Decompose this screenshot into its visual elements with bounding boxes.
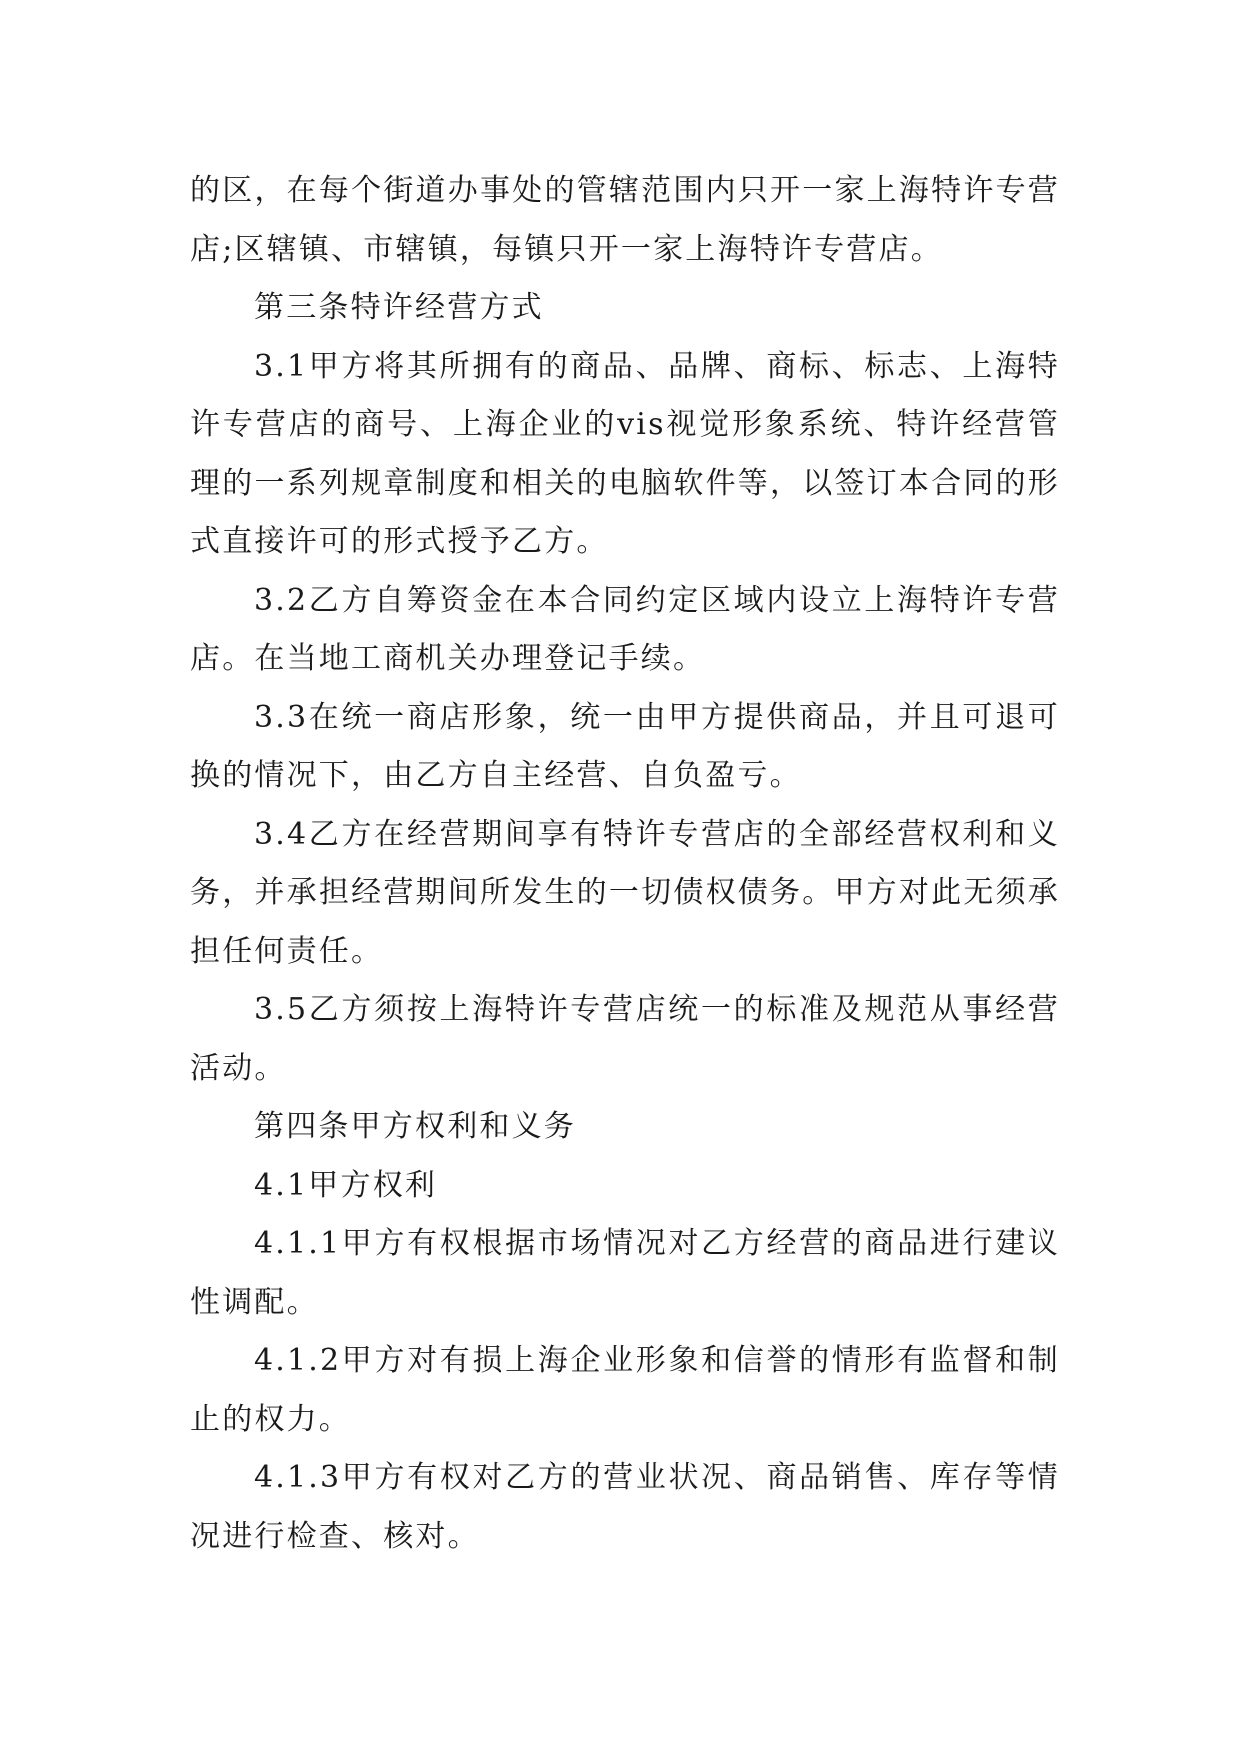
clause-4-1-3: 4.1.3甲方有权对乙方的营业状况、商品销售、库存等情况进行检查、核对。 [190,1460,1060,1554]
document-body [190,162,1060,1566]
clause-4-1: 4.1甲方权利 [254,1167,438,1203]
clause-3-4: 3.4乙方在经营期间享有特许专营店的全部经营权利和义务，并承担经营期间所发生的一切债权债务。甲方对此无须承担任何责任。 [190,816,1060,969]
clause-3-2: 3.2乙方自筹资金在本合同约定区域内设立上海特许专营店。在当地工商机关办理登记手续。 [190,582,1060,676]
clause-3-5: 3.5乙方须按上海特许专营店统一的标准及规范从事经营活动。 [190,992,1060,1086]
clause-4-1-2: 4.1.2甲方对有损上海企业形象和信誉的情形有监督和制止的权力。 [190,1343,1060,1437]
paragraph-continuation: 的区，在每个街道办事处的管辖范围内只开一家上海特许专营店;区辖镇、市辖镇，每镇只开一家上海特许专营店。 [190,173,1060,267]
section-heading-article-4: 第四条甲方权利和义务 [254,1109,576,1144]
section-heading-article-3: 第三条特许经营方式 [254,290,544,325]
clause-3-3: 3.3在统一商店形象，统一由甲方提供商品，并且可退可换的情况下，由乙方自主经营、自负盈亏。 [190,699,1060,793]
clause-4-1-1: 4.1.1甲方有权根据市场情况对乙方经营的商品进行建议性调配。 [190,1226,1060,1320]
clause-3-1: 3.1甲方将其所拥有的商品、品牌、商标、标志、上海特许专营店的商号、上海企业的vis视觉形象系统、特许经营管理的一系列规章制度和相关的电脑软件等，以签订本合同的形式直接许可的形式授予乙方。 [190,348,1060,559]
